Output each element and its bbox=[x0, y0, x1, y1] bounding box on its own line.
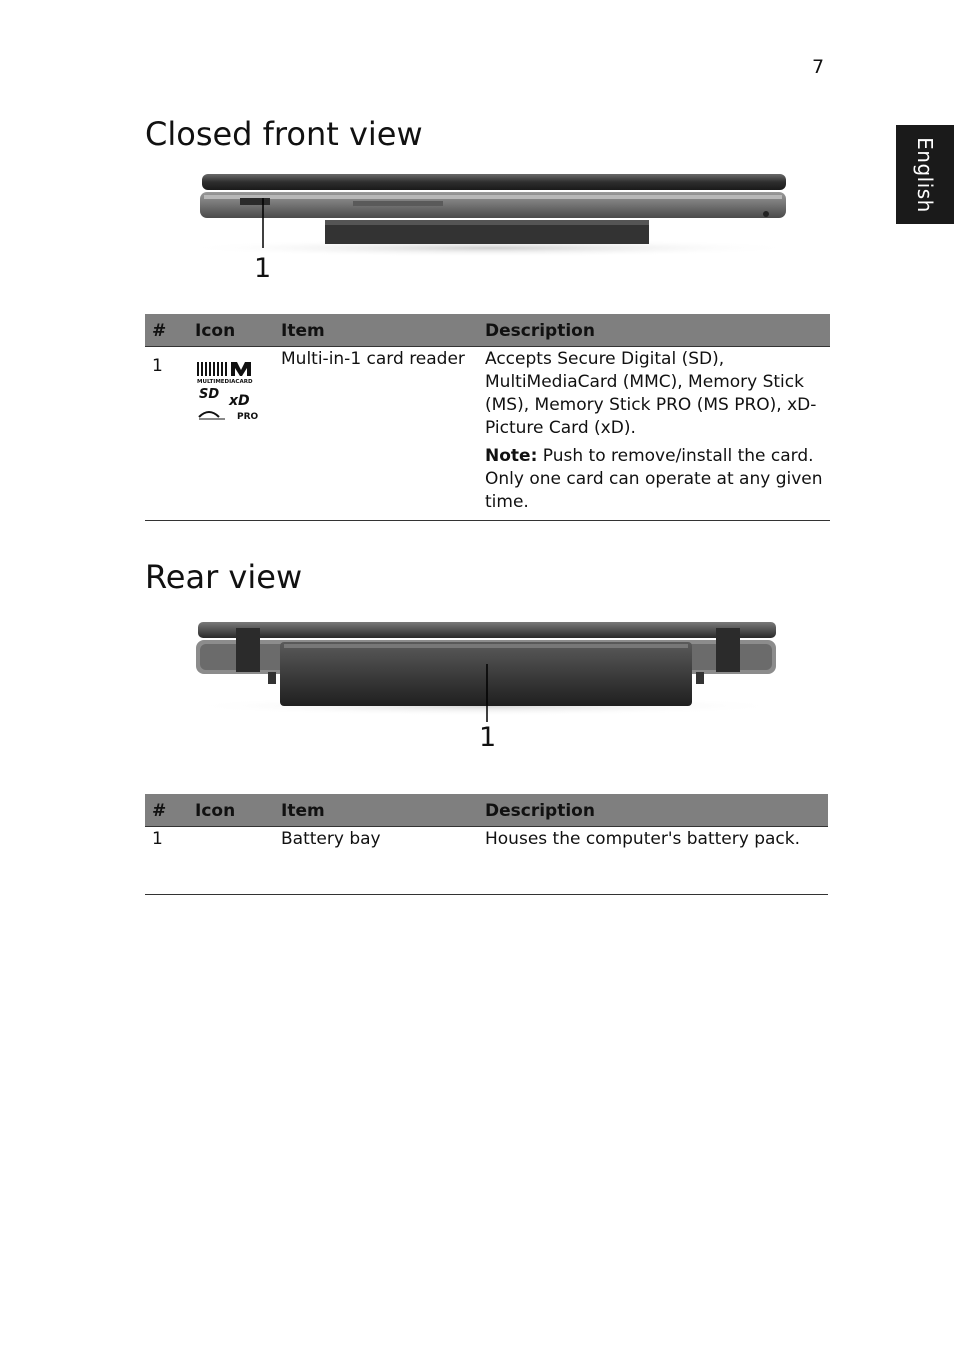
header-icon: Icon bbox=[188, 794, 274, 827]
row-number: 1 bbox=[152, 829, 163, 849]
svg-text:PRO: PRO bbox=[237, 412, 259, 422]
table-header-row bbox=[145, 794, 828, 827]
callout-number-front: 1 bbox=[254, 253, 272, 284]
laptop-front-image bbox=[170, 168, 810, 258]
language-tab-label: English bbox=[913, 136, 937, 213]
header-icon: Icon bbox=[188, 314, 274, 347]
row-item: Multi-in-1 card reader bbox=[281, 349, 465, 369]
page-number: 7 bbox=[812, 56, 825, 78]
section-title-rear: Rear view bbox=[145, 558, 303, 596]
note-label: Note: bbox=[485, 446, 538, 466]
row-icon bbox=[188, 827, 274, 895]
header-description: Description bbox=[478, 314, 830, 347]
row-description bbox=[478, 347, 830, 520]
language-tab bbox=[896, 125, 954, 224]
section-title-front: Closed front view bbox=[145, 115, 423, 153]
callout-line-front bbox=[262, 198, 266, 248]
header-description: Description bbox=[478, 794, 828, 827]
header-number: # bbox=[145, 314, 188, 347]
row-description: Houses the computer's battery pack. bbox=[485, 829, 801, 849]
description-text: Accepts Secure Digital (SD), MultiMediaCard (MMC), Memory Stick (MS), Memory Stick PRO (MS PRO), xD- Picture Card (xD). bbox=[485, 349, 817, 438]
table-rule bbox=[145, 346, 830, 347]
table-bottom-rule bbox=[145, 894, 828, 895]
callout-line-rear bbox=[486, 664, 490, 722]
rear-view-table bbox=[145, 794, 828, 895]
row-item: Battery bay bbox=[281, 829, 381, 849]
laptop-rear-image bbox=[180, 614, 790, 718]
svg-text:SD: SD bbox=[199, 387, 220, 402]
header-number: # bbox=[145, 794, 188, 827]
table-header-row bbox=[145, 314, 830, 347]
row-number: 1 bbox=[152, 356, 163, 376]
note-text: Note: Push to remove/install the card. Only one card can operate at any given time. bbox=[485, 446, 823, 512]
header-item: Item bbox=[274, 794, 478, 827]
table-rule bbox=[145, 826, 828, 827]
svg-text:MULTIMEDIACARD: MULTIMEDIACARD bbox=[197, 379, 253, 385]
svg-text:xD: xD bbox=[229, 393, 250, 409]
table-row bbox=[145, 827, 828, 895]
callout-number-rear: 1 bbox=[479, 722, 497, 753]
header-item: Item bbox=[274, 314, 478, 347]
table-row bbox=[145, 347, 830, 520]
multi-card-reader-icon bbox=[195, 361, 261, 423]
table-bottom-rule bbox=[145, 520, 830, 521]
front-view-table bbox=[145, 314, 830, 520]
